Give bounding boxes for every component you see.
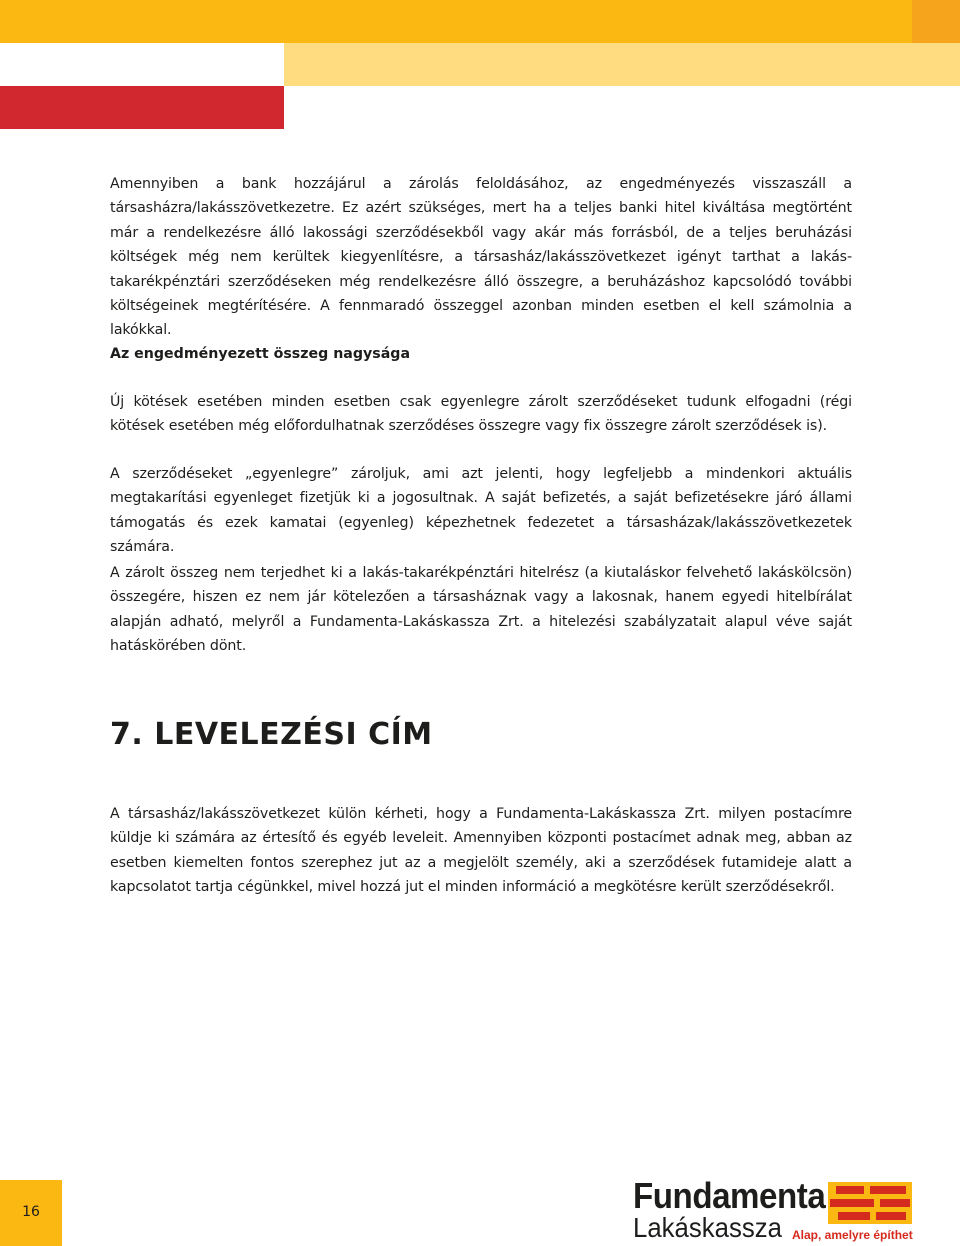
header-band-red (0, 86, 284, 129)
body-paragraph-2: Új kötések esetében minden esetben csak egyenlegre zárolt szerződéseket tudunk elfogadni (régi kötések esetében még előfordulhatnak szerződéses összegre vagy fix összegre zárolt szerződések is). (110, 394, 852, 435)
logo-tagline: Alap, amelyre építhet (792, 1228, 913, 1242)
header-band-light-yellow (284, 43, 960, 86)
header-band-orange (912, 0, 960, 43)
section-heading: 7. LEVELEZÉSI CÍM (110, 717, 433, 752)
body-paragraph-1: Amennyiben a bank hozzájárul a zárolás feloldásához, az engedményezés visszaszáll a társasházra/lakásszövetkezetre. Ez azért szükséges, mert ha a teljes banki hitel kiváltása megtörtént már a rendelkezésre álló lakossági szerződésekből vagy akár más forrásból, de a teljes beruházási költségek még nem kerültek kiegyenlítésre, a társasház/lakásszövetkezet igényt tarthat a lakás-takarékpénztári szerződéseken még rendelkezésre álló összegre, a beruházáshoz kapcsolódó további költségeinek megtérítésére. A fennmaradó összeggel azonban minden esetben el kell számolnia a lakókkal. (110, 176, 852, 339)
body-paragraph-4: A zárolt összeg nem terjedhet ki a lakás-takarékpénztári hitelrész (a kiutaláskor felvehető lakáskölcsön) összegére, hiszen ez nem jár kötelezően a társasháznak vagy a lakosnak, hanem egyedi hitelbírálat alapján adható, melyről a Fundamenta-Lakáskassza Zrt. a hitelezési szabályzatait alapul véve saját hatáskörében dönt. (110, 565, 852, 655)
page-number: 16 (22, 1204, 40, 1220)
brick-wall-icon (828, 1182, 912, 1224)
logo-text-lakaskassza: Lakáskassza (633, 1212, 782, 1243)
body-paragraph-3: A szerződéseket „egyenlegre” zároljuk, ami azt jelenti, hogy legfeljebb a mindenkori aktuális megtakarítási egyenleget fizetjük ki a jogosultnak. A saját befizetés, a saját befizetésekre járó állami támogatás és ezek kamatai (egyenleg) képezhetnek fedezetet a társasházak/lakásszövetkezetek számára. (110, 466, 852, 556)
header-band-yellow (0, 0, 912, 43)
body-paragraph-5: A társasház/lakásszövetkezet külön kérheti, hogy a Fundamenta-Lakáskassza Zrt. milyen postacímre küldje ki számára az értesítő és egyéb leveleit. Amennyiben központi postacímet adnak meg, abban az esetben kiemelten fontos szerephez jut az a megjelölt személy, aki a szerződések futamideje alatt a kapcsolatot tartja cégünkkel, mivel hozzá jut el minden információ a megkötésre került szerződésekről. (110, 806, 852, 896)
subheading: Az engedményezett összeg nagysága (110, 346, 411, 362)
logo-text-fundamenta: Fundamenta (633, 1175, 826, 1216)
